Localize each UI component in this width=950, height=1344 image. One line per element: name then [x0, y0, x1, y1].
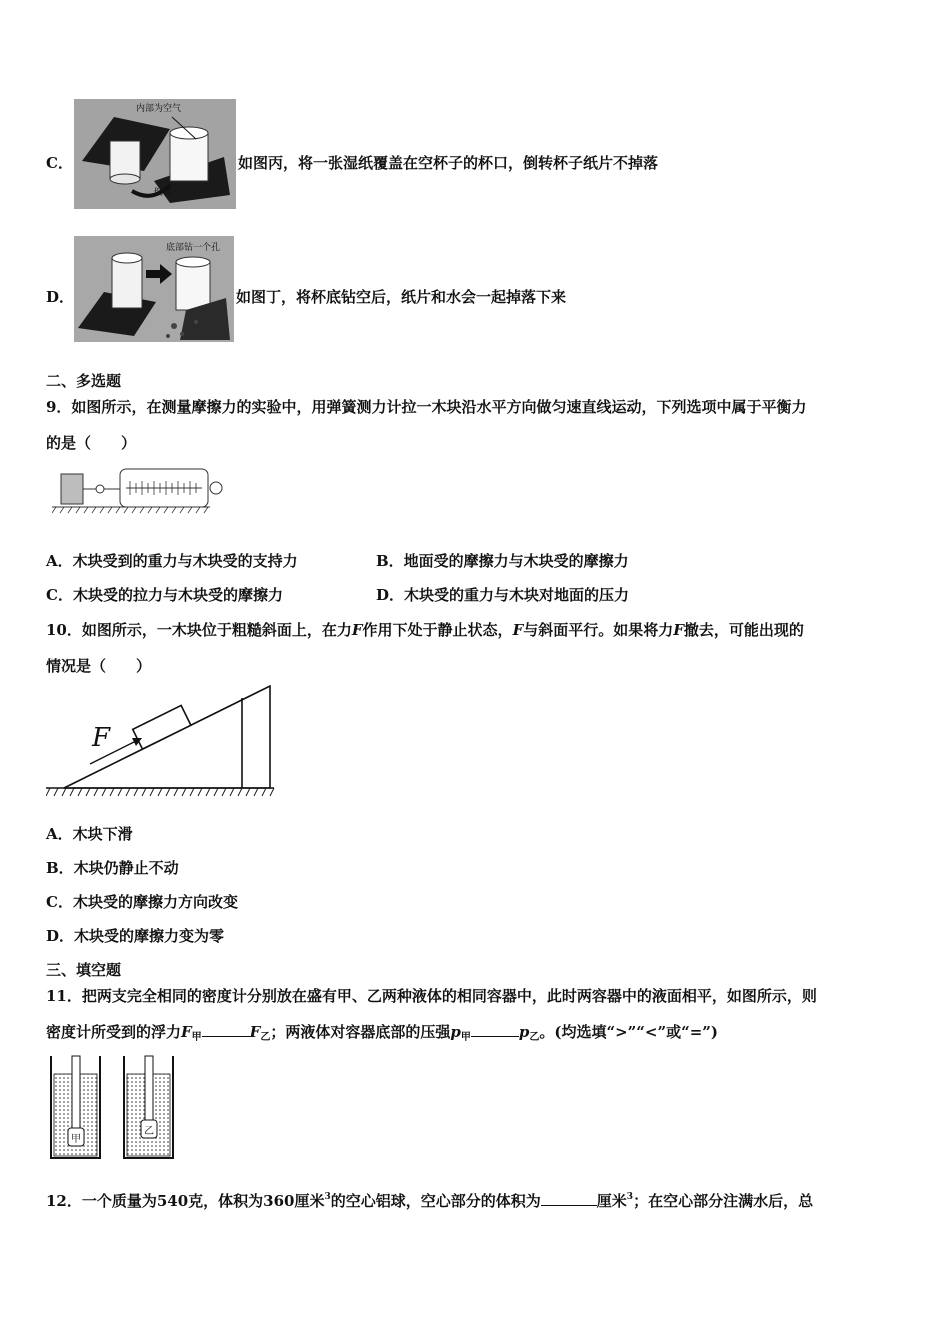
q9-option-a: A．木块受到的重力与木块受的支持力 — [46, 552, 298, 570]
incline-figure — [46, 684, 276, 800]
q10-stem-line2: 情况是（ ） — [46, 657, 152, 675]
section-title-fill-blank: 三、填空题 — [46, 961, 122, 979]
photo-label-invert: 倒转 — [154, 188, 173, 198]
q9-stem-line1: 9．如图所示，在测量摩擦力的实验中，用弹簧测力计拉一木块沿水平方向做匀速直线运动，下列选项中属于平衡力 — [46, 398, 807, 416]
q9-stem-line2: 的是（ ） — [46, 434, 137, 452]
q12-stem: 12．一个质量为540克，体积为360厘米$^3$的空心铝球，空心部分的体积为 厘米$^3$；在空心部分注满水后，总 — [46, 1192, 814, 1210]
q10-stem-line1: 10．如图所示，一木块位于粗糙斜面上，在力F作用下处于静止状态，F与斜面平行。如果将力F撤去，可能出现的 — [46, 621, 804, 639]
option-letter-d: D． — [46, 288, 75, 306]
q10-option-d: D．木块受的摩擦力变为零 — [46, 927, 225, 945]
q9-option-b: B．地面受的摩擦力与木块受的摩擦力 — [376, 552, 629, 570]
q11-stem-line1: 11．把两支完全相同的密度计分别放在盛有甲、乙两种液体的相同容器中，此时两容器中的液面相平，如图所示，则 — [46, 987, 817, 1005]
answer-blank[interactable] — [471, 1024, 519, 1037]
jar-label-yi: 乙 — [144, 1126, 154, 1137]
jar-label-jia: 甲 — [71, 1134, 81, 1145]
answer-blank[interactable] — [541, 1193, 597, 1206]
answer-blank[interactable] — [202, 1024, 250, 1037]
option-d-text: 如图丁，将杯底钻空后，纸片和水会一起掉落下来 — [236, 288, 567, 306]
q10-option-a: A．木块下滑 — [46, 825, 133, 843]
force-label: F — [92, 723, 111, 753]
option-letter-c: C． — [46, 154, 73, 172]
hydrometer-figure — [46, 1052, 178, 1162]
section-title-multiple-choice: 二、多选题 — [46, 372, 122, 390]
photo-label-air: 内部为空气 — [136, 104, 182, 114]
q11-stem-line2: 密度计所受到的浮力$F_甲$ $F_乙$；两液体对容器底部的压强$p_甲$ $p_乙$。(均选填“>”“<”或“=”) — [46, 1023, 719, 1043]
q10-option-c: C．木块受的摩擦力方向改变 — [46, 893, 238, 911]
option-c-text: 如图丙，将一张湿纸覆盖在空杯子的杯口，倒转杯子纸片不掉落 — [238, 154, 659, 172]
q9-option-d: D．木块受的重力与木块对地面的压力 — [376, 586, 630, 604]
q9-option-c: C．木块受的拉力与木块受的摩擦力 — [46, 586, 283, 604]
inverted-cup-photo — [74, 99, 236, 209]
photo-label-hole: 底部钻一个孔 — [166, 243, 221, 253]
q10-option-b: B．木块仍静止不动 — [46, 859, 179, 877]
spring-scale-figure — [52, 463, 227, 515]
drilled-cup-photo — [74, 236, 234, 342]
